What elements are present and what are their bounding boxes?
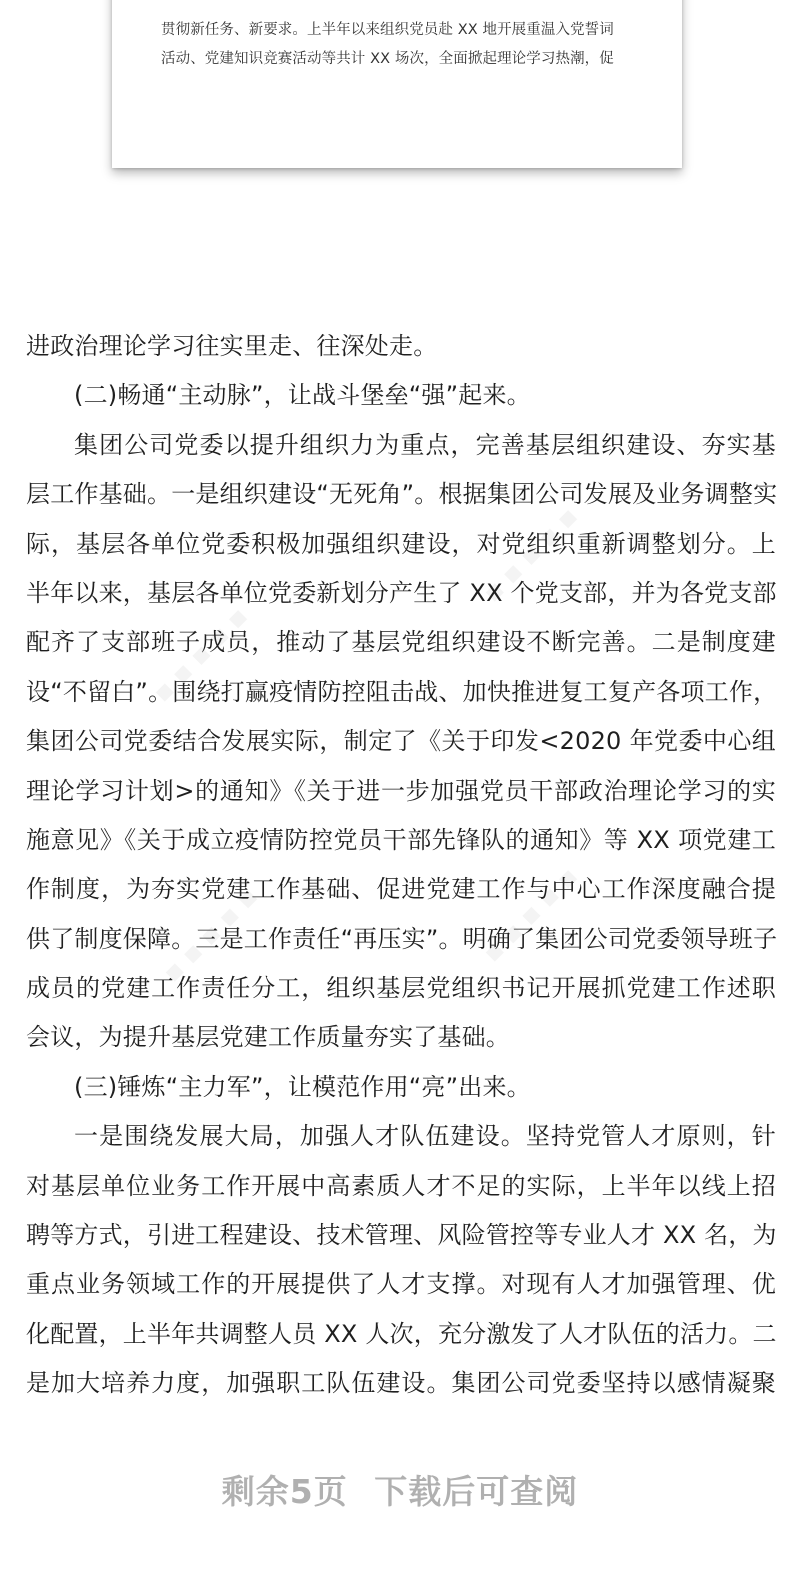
paragraph-line: 理论学习计划>的通知》《关于进一步加强党员干部政治理论学习的实 bbox=[26, 776, 776, 805]
paragraph-line: 作制度，为夯实党建工作基础、促进党建工作与中心工作深度融合提 bbox=[26, 875, 776, 904]
paragraph-line: 集团公司党委结合发展实际，制定了《关于印发<2020 年党委中心组 bbox=[26, 727, 776, 756]
paragraph-line: 化配置，上半年共调整人员 XX 人次，充分激发了人才队伍的活力。二 bbox=[26, 1319, 777, 1348]
paragraph-line: 半年以来，基层各单位党委新划分产生了 XX 个党支部，并为各党支部 bbox=[26, 578, 777, 607]
paragraph-line: 聘等方式，引进工程建设、技术管理、风险管控等专业人才 XX 名，为 bbox=[26, 1221, 777, 1250]
paragraph-line: 对基层单位业务工作开展中高素质人才不足的实际，上半年以线上招 bbox=[26, 1171, 776, 1200]
download-prompt[interactable] bbox=[0, 1466, 800, 1513]
paragraph-line: 成员的党建工作责任分工，组织基层党组织书记开展抓党建工作述职 bbox=[26, 974, 776, 1003]
remaining-pages-label: 剩余5页 bbox=[221, 1472, 348, 1511]
paragraph-line: 进政治理论学习往实里走、往深处走。 bbox=[26, 332, 438, 360]
paragraph-line: 重点业务领域工作的开展提供了人才支撑。对现有人才加强管理、优 bbox=[26, 1270, 776, 1299]
document-preview-card bbox=[112, 0, 682, 168]
paragraph-line: 会议，为提升基层党建工作质量夯实了基础。 bbox=[26, 1023, 510, 1052]
section-heading: (二)畅通“主动脉”，让战斗堡垒“强”起来。 bbox=[74, 381, 531, 410]
section-heading: (三)锤炼“主力军”，让模范作用“亮”出来。 bbox=[74, 1072, 531, 1101]
paragraph-line: 一是围绕发展大局，加强人才队伍建设。坚持党管人才原则，针 bbox=[74, 1122, 776, 1151]
document-body bbox=[26, 322, 776, 1409]
paragraph-line: 供了制度保障。三是工作责任“再压实”。明确了集团公司党委领导班子 bbox=[26, 924, 778, 953]
paragraph-line: 层工作基础。一是组织建设“无死角”。根据集团公司发展及业务调整实 bbox=[26, 480, 778, 509]
paragraph-line: 配齐了支部班子成员，推动了基层党组织建设不断完善。二是制度建 bbox=[26, 628, 776, 657]
download-hint-label: 下载后可查阅 bbox=[374, 1472, 579, 1511]
paragraph-line: 际，基层各单位党委积极加强组织建设，对党组织重新调整划分。上 bbox=[26, 529, 776, 558]
paragraph-line: 设“不留白”。围绕打赢疫情防控阻击战、加快推进复工复产各项工作， bbox=[26, 677, 778, 706]
paragraph-line: 集团公司党委以提升组织力为重点，完善基层组织建设、夯实基 bbox=[74, 430, 776, 459]
paragraph-line: 是加大培养力度，加强职工队伍建设。集团公司党委坚持以感情凝聚 bbox=[26, 1369, 776, 1398]
preview-text-line: 贯彻新任务、新要求。上半年以来组织党员赴 XX 地开展重温入党誓词 bbox=[161, 22, 614, 38]
paragraph-line: 施意见》《关于成立疫情防控党员干部先锋队的通知》等 XX 项党建工 bbox=[26, 825, 776, 854]
preview-text-line: 活动、党建知识竞赛活动等共计 XX 场次，全面掀起理论学习热潮，促 bbox=[161, 51, 614, 67]
